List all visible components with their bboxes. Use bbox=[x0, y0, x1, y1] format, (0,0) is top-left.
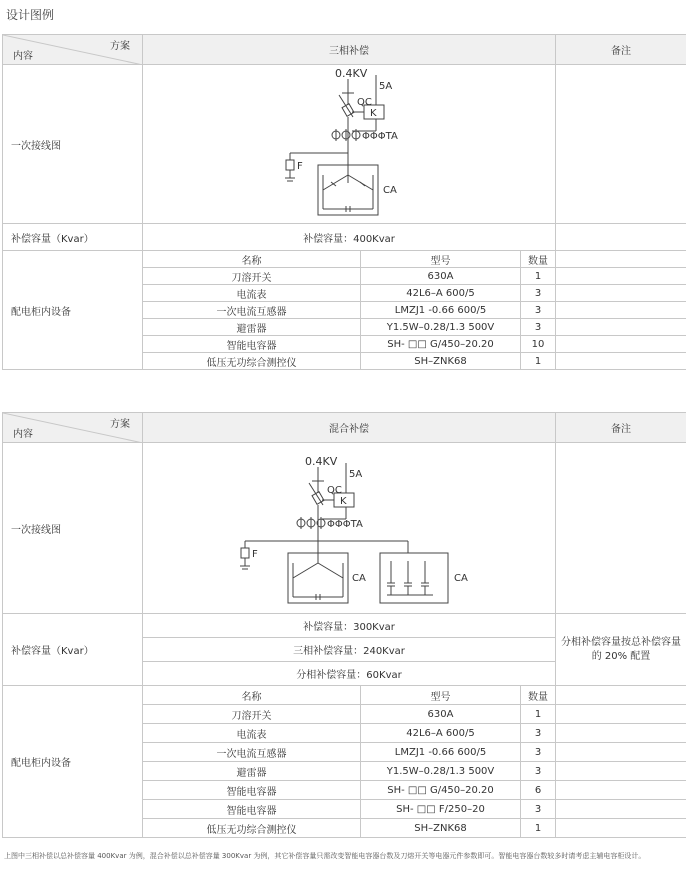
current-label: 5A bbox=[379, 81, 393, 92]
current-label: 5A bbox=[349, 469, 363, 480]
wiring-diagram-cell bbox=[143, 443, 556, 614]
diagram-remark-cell bbox=[556, 443, 686, 614]
scheme-table-mixed bbox=[2, 412, 686, 838]
equipment-qty: 3 bbox=[521, 302, 556, 319]
capacity-total: 补偿容量：300Kvar bbox=[143, 614, 556, 638]
wiring-diagram-mixed bbox=[143, 443, 556, 613]
col-header-qty: 数量 bbox=[521, 686, 556, 705]
equipment-remark-cell bbox=[556, 302, 686, 319]
equipment-qty: 1 bbox=[521, 819, 556, 838]
header-diagonal-cell bbox=[3, 413, 143, 443]
col-header-qty: 数量 bbox=[521, 251, 556, 268]
capacity-remark: 分相补偿容量按总补偿容量的 20% 配置 bbox=[556, 614, 686, 686]
equipment-qty: 1 bbox=[521, 705, 556, 724]
row-label-equipment: 配电柜内设备 bbox=[3, 251, 143, 370]
equipment-qty: 10 bbox=[521, 336, 556, 353]
capacity-split-phase: 分相补偿容量：60Kvar bbox=[143, 662, 556, 686]
col-header-name: 名称 bbox=[143, 251, 361, 268]
equipment-qty: 3 bbox=[521, 762, 556, 781]
equipment-name: 电流表 bbox=[143, 724, 361, 743]
equipment-remark-cell bbox=[556, 353, 686, 370]
ca-label-three-phase: CA bbox=[352, 573, 366, 584]
equipment-remark-cell bbox=[556, 336, 686, 353]
equipment-model: 42L6–A 600/5 bbox=[361, 724, 521, 743]
equipment-model: Y1.5W–0.28/1.3 500V bbox=[361, 319, 521, 336]
equipment-model: Y1.5W–0.28/1.3 500V bbox=[361, 762, 521, 781]
header-content: 内容 bbox=[13, 51, 33, 62]
page-title: 设计图例 bbox=[6, 8, 55, 22]
header-remark: 备注 bbox=[556, 413, 686, 443]
equipment-model: 630A bbox=[361, 268, 521, 285]
equipment-name: 低压无功综合测控仪 bbox=[143, 353, 361, 370]
ca-label-split-phase: CA bbox=[454, 573, 468, 584]
ca-label: CA bbox=[383, 185, 397, 196]
equipment-remark-cell bbox=[556, 285, 686, 302]
equipment-name: 刀溶开关 bbox=[143, 705, 361, 724]
diagram-remark-cell bbox=[556, 65, 686, 224]
equipment-name: 一次电流互感器 bbox=[143, 302, 361, 319]
equipment-qty: 6 bbox=[521, 781, 556, 800]
voltage-label: 0.4KV bbox=[305, 455, 338, 468]
equipment-name: 避雷器 bbox=[143, 319, 361, 336]
qc-label: QC bbox=[327, 485, 342, 496]
wiring-diagram-cell bbox=[143, 65, 556, 224]
equipment-name: 智能电容器 bbox=[143, 800, 361, 819]
equipment-name: 一次电流互感器 bbox=[143, 743, 361, 762]
equipment-remark-cell bbox=[556, 705, 686, 724]
capacity-three-phase: 三相补偿容量：240Kvar bbox=[143, 638, 556, 662]
footnote: 上图中三相补偿以总补偿容量 400Kvar 为例，混合补偿以总补偿容量 300Kvar 为例，其它补偿容量只需改变智能电容器台数及刀熔开关等电器元件参数即可。智能电容器台数较多时请考虑主辅电容柜设计。 bbox=[4, 852, 646, 860]
equipment-remark-cell bbox=[556, 800, 686, 819]
equipment-remark-cell bbox=[556, 268, 686, 285]
equipment-qty: 3 bbox=[521, 319, 556, 336]
equipment-qty: 3 bbox=[521, 800, 556, 819]
scheme-table-three-phase bbox=[2, 34, 686, 370]
equipment-qty: 3 bbox=[521, 724, 556, 743]
equipment-model: LMZJ1 -0.66 600/5 bbox=[361, 302, 521, 319]
equipment-qty: 3 bbox=[521, 285, 556, 302]
equipment-remark-cell bbox=[556, 819, 686, 838]
header-scheme: 方案 bbox=[110, 419, 130, 430]
wiring-diagram-three-phase bbox=[143, 65, 556, 223]
equipment-remark-cell bbox=[556, 251, 686, 268]
equipment-remark-cell bbox=[556, 724, 686, 743]
row-label-capacity: 补偿容量（Kvar） bbox=[3, 614, 143, 686]
equipment-model: SH- □□ G/450–20.20 bbox=[361, 781, 521, 800]
equipment-name: 避雷器 bbox=[143, 762, 361, 781]
header-diagonal-cell bbox=[3, 35, 143, 65]
f-label: F bbox=[252, 549, 258, 560]
ta-label: ΦΦΦTA bbox=[362, 131, 398, 142]
row-label-capacity: 补偿容量（Kvar） bbox=[3, 224, 143, 251]
header-content: 内容 bbox=[13, 429, 33, 440]
equipment-name: 刀溶开关 bbox=[143, 268, 361, 285]
f-label: F bbox=[297, 161, 303, 172]
equipment-model: LMZJ1 -0.66 600/5 bbox=[361, 743, 521, 762]
header-scheme: 方案 bbox=[110, 41, 130, 52]
col-header-model: 型号 bbox=[361, 251, 521, 268]
equipment-remark-cell bbox=[556, 762, 686, 781]
equipment-remark-cell bbox=[556, 743, 686, 762]
equipment-qty: 1 bbox=[521, 353, 556, 370]
equipment-model: 42L6–A 600/5 bbox=[361, 285, 521, 302]
header-remark: 备注 bbox=[556, 35, 686, 65]
col-header-model: 型号 bbox=[361, 686, 521, 705]
k-label: K bbox=[370, 108, 377, 119]
equipment-model: SH–ZNK68 bbox=[361, 819, 521, 838]
k-label: K bbox=[340, 496, 347, 507]
row-label-diagram: 一次接线图 bbox=[3, 443, 143, 614]
equipment-remark-cell bbox=[556, 781, 686, 800]
equipment-remark-cell bbox=[556, 319, 686, 336]
equipment-model: SH- □□ F/250–20 bbox=[361, 800, 521, 819]
voltage-label: 0.4KV bbox=[335, 67, 368, 80]
equipment-qty: 3 bbox=[521, 743, 556, 762]
equipment-model: SH- □□ G/450–20.20 bbox=[361, 336, 521, 353]
row-label-equipment: 配电柜内设备 bbox=[3, 686, 143, 838]
equipment-qty: 1 bbox=[521, 268, 556, 285]
row-label-diagram: 一次接线图 bbox=[3, 65, 143, 224]
header-scheme-name: 混合补偿 bbox=[143, 413, 556, 443]
equipment-name: 电流表 bbox=[143, 285, 361, 302]
equipment-model: 630A bbox=[361, 705, 521, 724]
equipment-name: 智能电容器 bbox=[143, 336, 361, 353]
equipment-name: 低压无功综合测控仪 bbox=[143, 819, 361, 838]
capacity-value: 补偿容量：400Kvar bbox=[143, 224, 556, 251]
equipment-remark-cell bbox=[556, 686, 686, 705]
ta-label: ΦΦΦTA bbox=[327, 519, 363, 530]
equipment-model: SH–ZNK68 bbox=[361, 353, 521, 370]
qc-label: QC bbox=[357, 97, 372, 108]
equipment-name: 智能电容器 bbox=[143, 781, 361, 800]
capacity-remark-cell bbox=[556, 224, 686, 251]
col-header-name: 名称 bbox=[143, 686, 361, 705]
header-scheme-name: 三相补偿 bbox=[143, 35, 556, 65]
